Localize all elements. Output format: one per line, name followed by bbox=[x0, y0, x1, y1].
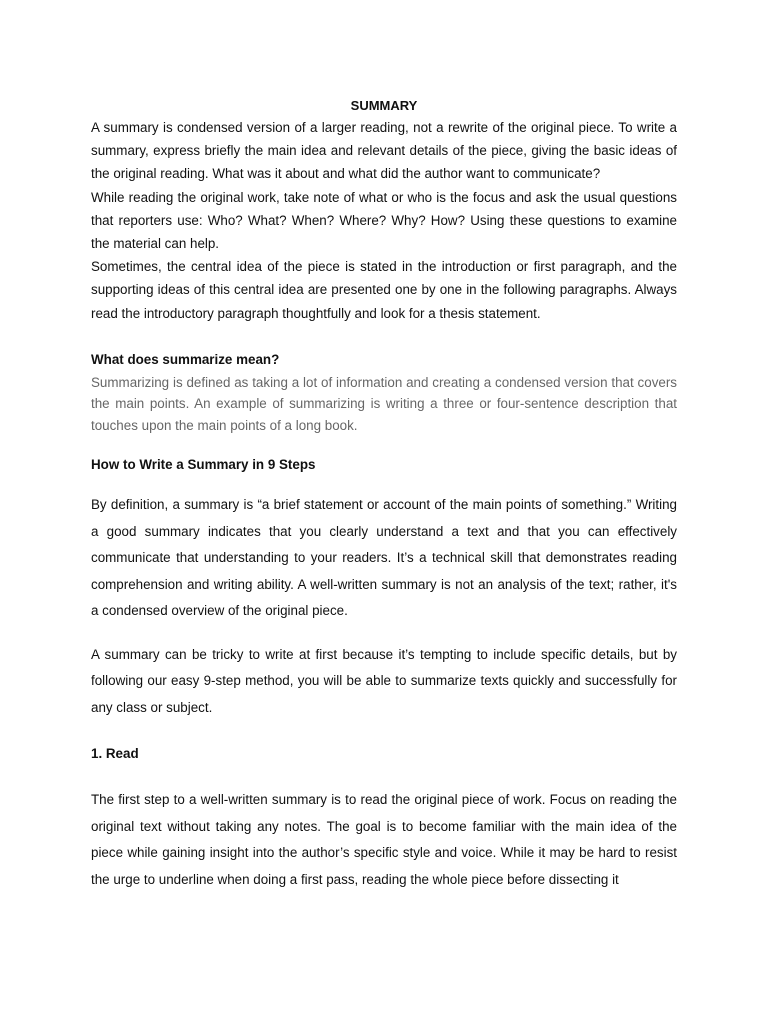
step1-paragraph: The first step to a well-written summary is to read the original piece of work. Focus on reading the original text without taking any notes. The goal is to become familiar with the main idea of the piece while gaining insight into the author’s specific style and voice. While it may be hard to resist the urge to underline when doing a first pass, reading the whole piece before dissecting it bbox=[91, 792, 677, 887]
definition-paragraph: Summarizing is defined as taking a lot of information and creating a condensed version that covers the main points. An example of summarizing is writing a three or four-sentence description that touches upon the main points of a long book. bbox=[91, 374, 677, 433]
body-paragraph-2: A summary can be tricky to write at first because it’s tempting to include specific details, but by following our easy 9-step method, you will be able to summarize texts quickly and successfully for any class or subject. bbox=[91, 646, 677, 715]
question-heading: What does summarize mean? bbox=[91, 351, 280, 367]
intro-paragraph-3: Sometimes, the central idea of the piece is stated in the introduction or first paragraph, and the supporting ideas of this central idea are presented one by one in the following paragraphs. Always read the introductory paragraph thoughtfully and look for a thesis statement. bbox=[91, 259, 677, 321]
document-title: SUMMARY bbox=[350, 98, 418, 113]
body-paragraph-1: By definition, a summary is “a brief statement or account of the main points of something.” Writing a good summary indicates that you clearly understand a text and that you can effectively communicate that understanding to your readers. It’s a technical skill that demonstrates reading comprehension and writing ability. A well-written summary is not an analysis of the text; rather, it's a condensed overview of the original piece. bbox=[91, 497, 677, 619]
intro-paragraph-1: A summary is condensed version of a larger reading, not a rewrite of the original piece. To write a summary, express briefly the main idea and relevant details of the piece, giving the basic ideas of the original reading. What was it about and what did the author want to communicate? bbox=[91, 120, 677, 182]
step1-heading: 1. Read bbox=[91, 746, 139, 762]
steps-heading: How to Write a Summary in 9 Steps bbox=[91, 457, 316, 473]
intro-paragraph-2: While reading the original work, take note of what or who is the focus and ask the usual questions that reporters use: Who? What? When? Where? Why? How? Using these questions to examine the material can help. bbox=[91, 189, 677, 252]
document-page bbox=[91, 96, 677, 893]
